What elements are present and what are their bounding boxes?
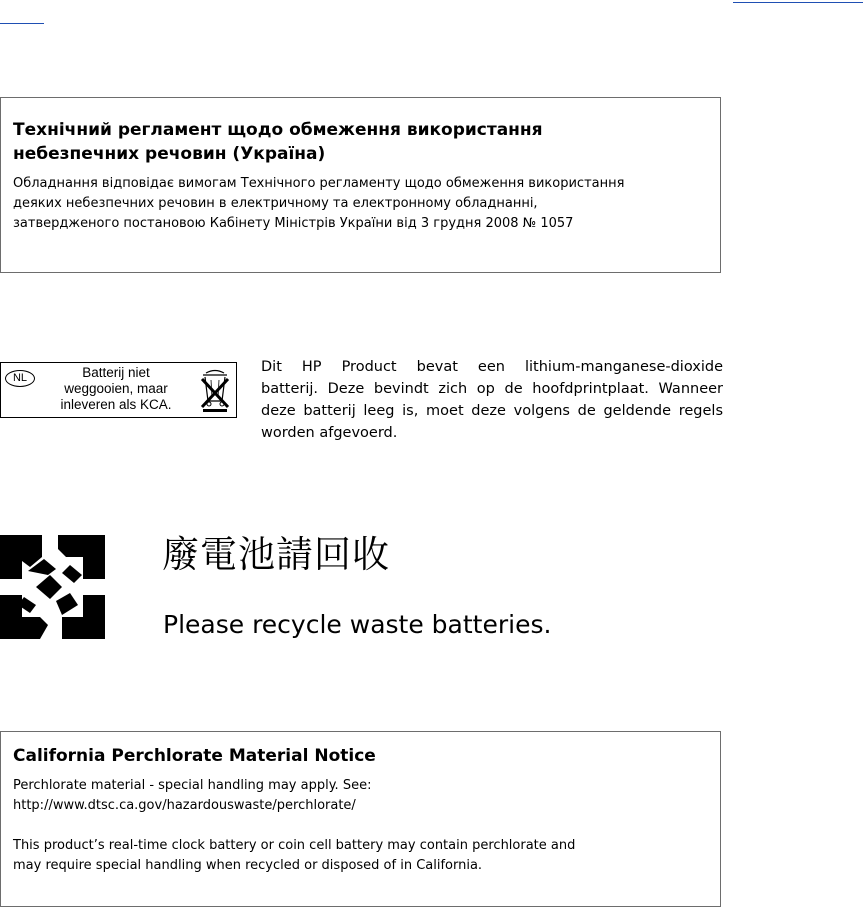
california-notice-paragraph-2: This product’s real-time clock battery or coin cell battery may contain perchlorate and may require special handling when recycled or disposed of in California.: [13, 838, 576, 873]
battery-recycle-icon: [0, 535, 105, 639]
cropped-link-underline[interactable]: [733, 2, 863, 3]
nl-battery-label: [0, 362, 237, 418]
california-notice-paragraph-1: Perchlorate material - special handling may apply. See: http://www.dtsc.ca.gov/hazardouswaste/perchlorate/: [13, 776, 708, 816]
cropped-link-underline-continued[interactable]: [0, 23, 44, 24]
nl-battery-text: Dit HP Product bevat een lithium-manganese-dioxide batterij. Deze bevindt zich op de hoofdprintplaat. Wanneer deze batterij leeg is, moet deze volgens de geldende regels worden afgevoerd.: [261, 359, 723, 441]
california-perchlorate-notice: [0, 731, 721, 907]
nl-country-badge: NL: [5, 370, 35, 387]
ukraine-notice-body: Обладнання відповідає вимогам Технічного регламенту щодо обмеження використання деяких небезпечних речовин в електричному та електронному обладнанні, затвердженого постановою Кабінету Міністрів України від 3 грудня 2008 № 1057: [13, 176, 625, 231]
crossed-out-bin-icon: [197, 367, 233, 413]
nl-label-text: Batterij niet weggooien, maar inleveren als KCA.: [60, 365, 172, 412]
taiwan-recycle-title: 廢電池請回收: [162, 533, 390, 576]
ukraine-rohs-notice: [0, 97, 721, 273]
california-notice-title: California Perchlorate Material Notice: [13, 746, 376, 766]
perchlorate-url: http://www.dtsc.ca.gov/hazardouswaste/perchlorate/: [13, 798, 356, 813]
ukraine-notice-title: Технічний регламент щодо обмеження використання небезпечних речовин (Україна): [13, 120, 543, 164]
taiwan-recycle-subtitle: Please recycle waste batteries.: [163, 610, 552, 639]
